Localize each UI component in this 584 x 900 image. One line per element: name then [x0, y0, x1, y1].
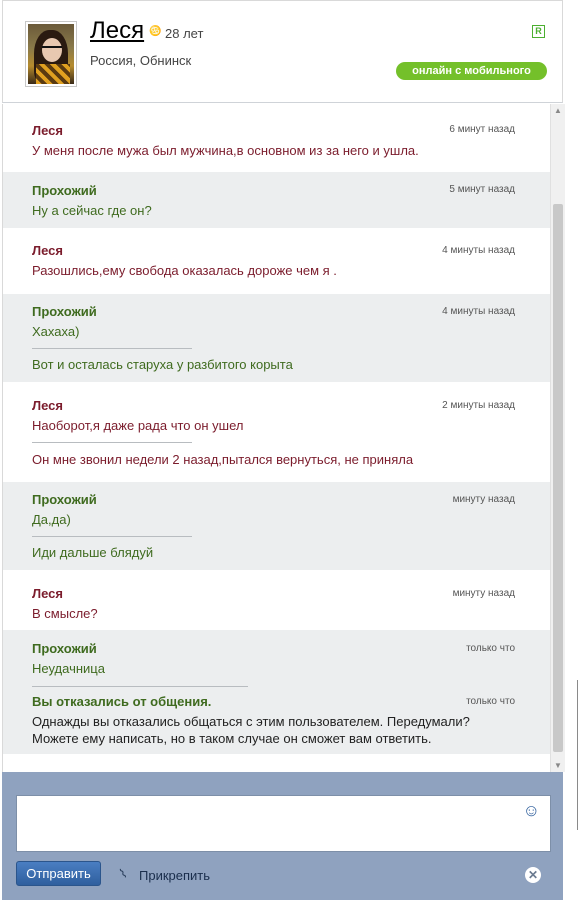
message-item	[3, 570, 550, 630]
message-text: Неудачница	[32, 661, 105, 676]
message-sender: Прохожий	[32, 304, 97, 319]
message-text: Хахаха)	[32, 324, 80, 339]
profile-name-link[interactable]: Леся	[90, 17, 145, 44]
close-icon[interactable]: ✕	[525, 867, 541, 883]
message-time: минуту назад	[452, 494, 515, 505]
message-sender: Леся	[32, 243, 63, 258]
message-text: Вот и осталась старуха у разбитого корыта	[32, 357, 293, 372]
message-time: минуту назад	[452, 588, 515, 599]
message-text: Разошлись,ему свобода оказалась дороже чем я .	[32, 263, 337, 278]
message-sender: Прохожий	[32, 183, 97, 198]
message-text: В смысле?	[32, 606, 98, 621]
message-divider	[32, 442, 192, 443]
message-input[interactable]	[16, 795, 551, 852]
profile-location: Россия, Обнинск	[90, 53, 192, 68]
scroll-down-arrow-icon[interactable]: ▼	[554, 761, 562, 770]
message-sender: Прохожий	[32, 641, 97, 656]
message-sender: Леся	[32, 123, 63, 138]
message-time: только что	[466, 643, 515, 654]
message-text: Наоборот,я даже рада что он ушел	[32, 418, 244, 433]
smiley-icon[interactable]: ☺	[522, 801, 540, 820]
message-text: Он мне звонил недели 2 назад,пытался вернуться, не приняла	[32, 452, 414, 467]
message-item	[3, 382, 550, 482]
profile-header	[2, 0, 563, 103]
avatar[interactable]	[25, 21, 77, 87]
attach-link[interactable]: Прикрепить	[139, 868, 211, 883]
paperclip-icon[interactable]: ⌇	[116, 865, 130, 882]
message-item	[3, 482, 550, 570]
message-sender: Леся	[32, 586, 63, 601]
send-button[interactable]: Отправить	[16, 861, 101, 886]
message-text: У меня после мужа был мужчина,в основном из за него и ушла.	[32, 143, 419, 158]
message-item	[3, 228, 550, 294]
profile-age: 28 лет	[165, 26, 204, 41]
avatar-photo	[28, 24, 74, 84]
online-status-badge: онлайн с мобильного	[396, 62, 547, 80]
message-item	[3, 112, 550, 170]
scroll-thumb[interactable]	[553, 204, 563, 752]
message-text: Иди дальше блядуй	[32, 545, 154, 560]
notice-divider	[32, 686, 248, 687]
message-text: Да,да)	[32, 512, 71, 527]
message-time: 4 минуты назад	[442, 306, 515, 317]
r-badge-icon: R	[532, 25, 545, 38]
message-divider	[32, 536, 192, 537]
compose-panel	[2, 772, 563, 900]
age-icon: ♋	[149, 26, 162, 37]
message-item	[3, 294, 550, 382]
scroll-up-arrow-icon[interactable]: ▲	[554, 106, 562, 115]
message-text: Ну а сейчас где он?	[32, 203, 152, 218]
message-divider	[32, 348, 192, 349]
window-edge-line	[577, 680, 578, 830]
notice-text: Можете ему написать, но в таком случае он сможет вам ответить.	[32, 731, 432, 746]
notice-title: Вы отказались от общения.	[32, 694, 212, 709]
message-list[interactable]	[2, 104, 550, 772]
message-time: 5 минут назад	[449, 184, 515, 195]
notice-text: Однажды вы отказались общаться с этим пользователем. Передумали?	[32, 714, 470, 729]
message-time: 2 минуты назад	[442, 400, 515, 411]
chat-scrollbar[interactable]	[550, 104, 565, 772]
message-time: 4 минуты назад	[442, 245, 515, 256]
system-notice	[3, 686, 550, 754]
message-sender: Прохожий	[32, 492, 97, 507]
message-item	[3, 172, 550, 228]
message-sender: Леся	[32, 398, 63, 413]
message-item	[3, 630, 550, 686]
notice-time: только что	[466, 696, 515, 707]
message-time: 6 минут назад	[449, 124, 515, 135]
